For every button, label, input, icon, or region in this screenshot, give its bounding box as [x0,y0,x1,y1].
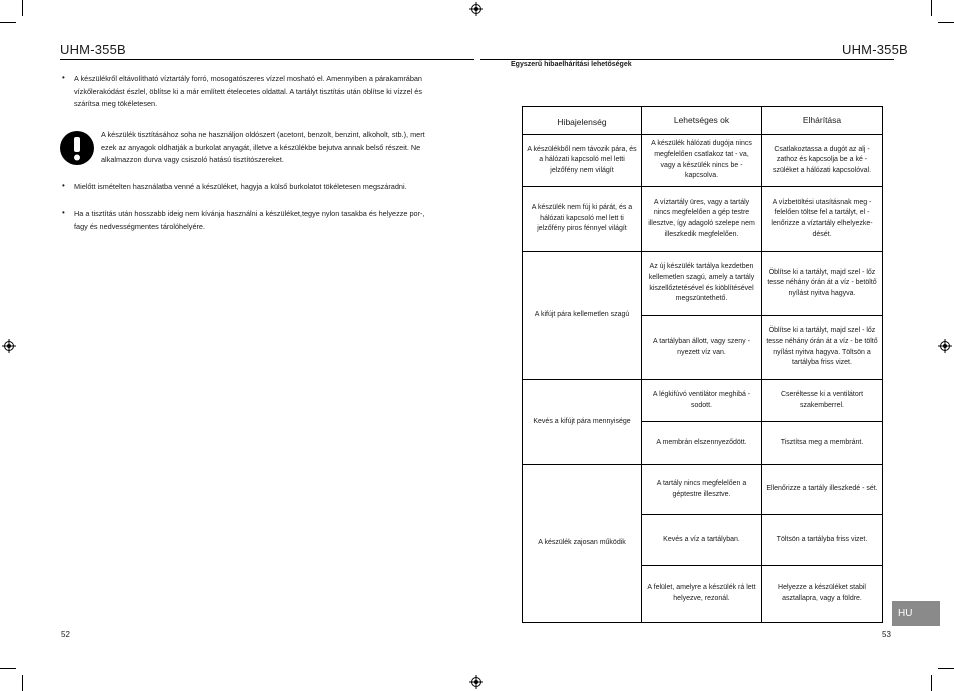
troubleshooting-table [522,106,883,623]
registration-mark-icon [938,339,952,353]
warning-text: A készülék tisztításához soha ne használjon oldószert (acetont, benzolt, benzint, alkoholt, stb.), mert ezek az anyagok oldhatják a burkolat anyagát, illetve a készülékbe bejutva annak belső részeit. Ne alkalmazzon durva vagy csiszoló hatású tisztítószereket. [101,130,425,164]
header-rule-right [480,59,894,60]
bullet-marker: • [62,73,65,82]
section-title: Egyszerű hibaelhárítási lehetőségek [511,61,632,68]
table-cell-symptom: A készülék nem fúj ki párát, és a hálózati kapcsoló mel lett ti jelzőfény piros fénnyel világít [531,204,633,233]
bullet-text: Mielőtt ismételten használatba venné a készüléket, hagyja a külső burkolatot tökéletesen megszáradni. [74,182,407,191]
registration-mark-icon [469,2,483,16]
table-cell-remedy: Ellenőrizze a tartály illeszkedé - sét. [766,485,878,493]
table-cell-cause: A víztartály üres, vagy a tartály nincs megfelelően a gép testre illesztve, így adagoló szelepe nem illeszkedik megfelelően. [648,198,755,238]
table-cell-cause: A légkifúvó ventilátor meghibá - sodott. [652,390,751,409]
page-number-left: 52 [61,630,70,639]
crop-mark [22,675,23,691]
table-cell-remedy: Öblítse ki a tartályt, majd szel - lőz tesse néhány órán át a víz - betöltő nyílást nyitva hagyva. [767,268,877,297]
crop-mark [0,22,16,23]
header-rule-left [60,59,474,60]
table-header: Elhárítása [802,115,842,126]
crop-mark [931,0,932,16]
table-cell-cause: A tartály nincs megfelelően a géptestre illesztve. [656,479,747,498]
table-cell-remedy: Cseréltesse ki a ventilátort szakemberrel. [780,390,864,409]
crop-mark [0,668,16,669]
model-header-left: UHM-355B [60,42,126,57]
crop-mark [938,22,954,23]
table-cell-remedy: Csatlakoztassa a dugót az alj - zathoz és kapcsolja be a ké - szüléket a hálózati kapcsolóval. [772,145,872,174]
table-cell-remedy: Öblítse ki a tartályt, majd szel - lőz tesse néhány órán át a víz - be töltő nyílást nyitva hagyva. Töltsön a tartályba friss vizet. [766,327,878,367]
warning-exclamation-icon [60,131,94,165]
table-cell-cause: Kevés a víz a tartályban. [663,535,740,543]
model-header-right: UHM-355B [842,42,908,57]
table-cell-remedy: Töltsön a tartályba friss vizet. [776,535,868,543]
registration-mark-icon [2,339,16,353]
table-header: Hibajelenség [557,117,607,128]
bullet-text: A készülékről eltávolítható víztartály forró, mosogatószeres vízzel mosható el. Amennyiben a párakamrában vízkőlerakódást észlel, öblítse ki a már említett ételecetes oldattal. A tartályt tisztítás után öblítse ki vízzel és szárítsa meg tökéletesen. [74,74,422,108]
table-cell-remedy: Tisztítsa meg a membránt. [780,438,864,446]
table-cell-remedy: Helyezze a készüléket stabil asztallapra, vagy a földre. [778,584,866,602]
table-header: Lehetséges ok [673,115,730,126]
table-cell-cause: A készülék hálózati dugója nincs megfelelően csatlakoz tat - va, vagy a készülék nincs be - kapcsolva. [651,140,752,180]
table-cell-cause: A felület, amelyre a készülék rá lett helyezve, rezonál. [647,584,756,602]
registration-mark-icon [469,675,483,689]
crop-mark [22,0,23,16]
table-cell-cause: A membrán elszennyeződött. [656,438,747,446]
language-tab: HU [892,601,940,626]
bullet-marker: • [62,181,65,190]
table-cell-symptom: A készülék zajosan működik [538,539,626,547]
table-cell-cause: A tartályban állott, vagy szeny - nyezett víz van. [653,337,750,356]
table-cell-remedy: A vízbetöltési utasításnak meg - felelően töltse fel a tartályt, el - lenőrizze a víztartály elhelyezke- dését. [771,198,873,238]
bullet-marker: • [62,208,65,217]
page-number-right: 53 [882,630,891,639]
crop-mark [938,668,954,669]
table-cell-symptom: Kevés a kifújt pára mennyisége [533,417,631,425]
bullet-text: Ha a tisztítás után hosszabb ideig nem kívánja használni a készüléket,tegye nylon tasakba és helyezze por-, fagy és nedvességmentes tárolóhelyére. [74,209,425,231]
crop-mark [931,675,932,691]
table-cell-symptom: A kifújt pára kellemetlen szagú [534,311,630,319]
table-cell-symptom: A készülékből nem távozik pára, és a hálózati kapcsoló mel letti jelzőfény nem világít [527,145,637,174]
table-cell-cause: Az új készülék tartálya kezdetben kellemetlen szagú, amely a tartály kiszellőztetésével és kiöblítésével megszüntethető. [648,263,755,303]
